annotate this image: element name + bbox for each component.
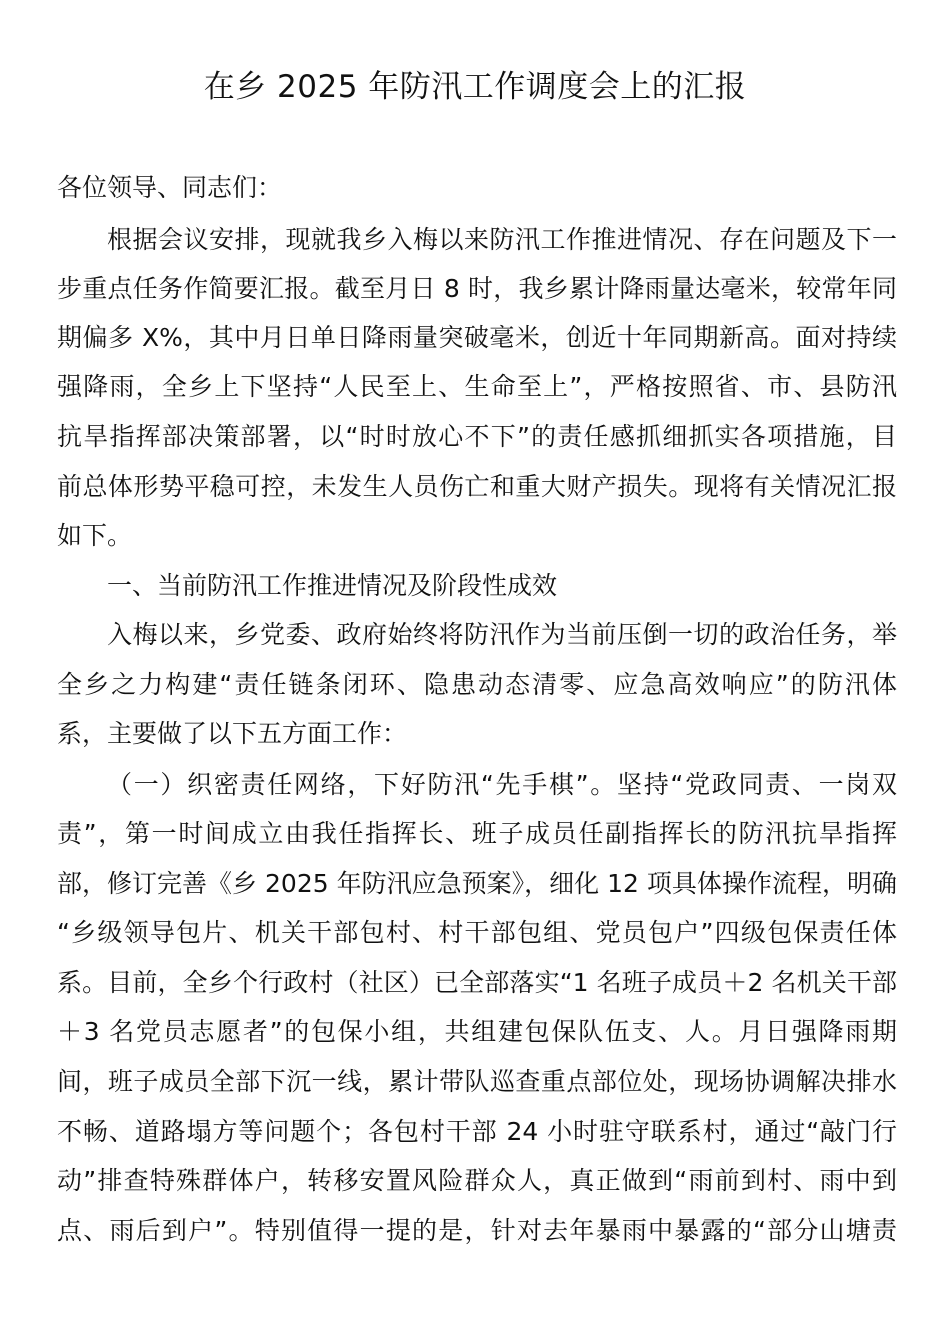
body-line: 系，主要做了以下五方面工作： bbox=[57, 719, 408, 748]
document-title: 在乡 2025 年防汛工作调度会上的汇报 bbox=[203, 69, 747, 105]
body-line: 全乡之力构建“责任链条闭环、隐患动态清零、应急高效响应”的防汛体 bbox=[57, 670, 897, 699]
body-line: 系。目前，全乡个行政村（社区）已全部落实“1 名班子成员＋2 名机关干部 bbox=[57, 968, 897, 997]
body-line: 根据会议安排，现就我乡入梅以来防汛工作推进情况、存在问题及下一 bbox=[107, 225, 897, 254]
body-line: 动”排查特殊群体户，转移安置风险群众人，真正做到“雨前到村、雨中到 bbox=[57, 1166, 897, 1195]
body-line: 部，修订完善《乡 2025 年防汛应急预案》，细化 12 项具体操作流程，明确 bbox=[57, 869, 897, 898]
body-line: 点、雨后到户”。特别值得一提的是，针对去年暴雨中暴露的“部分山塘责 bbox=[57, 1216, 897, 1245]
body-line: “乡级领导包片、机关干部包村、村干部包组、党员包户”四级包保责任体 bbox=[57, 918, 897, 947]
body-line: 期偏多 X%，其中月日单日降雨量突破毫米，创近十年同期新高。面对持续 bbox=[57, 323, 897, 352]
section-heading: 一、当前防汛工作推进情况及阶段性成效 bbox=[107, 571, 558, 600]
body-line: 前总体形势平稳可控，未发生人员伤亡和重大财产损失。现将有关情况汇报 bbox=[57, 472, 897, 501]
subsection-line: （一）织密责任网络，下好防汛“先手棋”。坚持“党政同责、一岗双 bbox=[107, 770, 897, 799]
salutation: 各位领导、同志们： bbox=[57, 173, 283, 202]
body-line: 步重点任务作简要汇报。截至月日 8 时，我乡累计降雨量达毫米，较常年同 bbox=[57, 274, 897, 303]
body-line: ＋3 名党员志愿者”的包保小组，共组建包保队伍支、人。月日强降雨期 bbox=[57, 1017, 897, 1046]
body-line: 入梅以来，乡党委、政府始终将防汛作为当前压倒一切的政治任务，举 bbox=[107, 620, 897, 649]
body-line: 强降雨，全乡上下坚持“人民至上、生命至上”，严格按照省、市、县防汛 bbox=[57, 372, 897, 401]
body-line: 间，班子成员全部下沉一线，累计带队巡查重点部位处，现场协调解决排水 bbox=[57, 1067, 897, 1096]
body-line: 如下。 bbox=[57, 521, 133, 550]
body-line: 不畅、道路塌方等问题个；各包村干部 24 小时驻守联系村，通过“敲门行 bbox=[57, 1117, 897, 1146]
body-line: 抗旱指挥部决策部署，以“时时放心不下”的责任感抓细抓实各项措施，目 bbox=[57, 422, 897, 451]
body-line: 责”，第一时间成立由我任指挥长、班子成员任副指挥长的防汛抗旱指挥 bbox=[57, 819, 897, 848]
